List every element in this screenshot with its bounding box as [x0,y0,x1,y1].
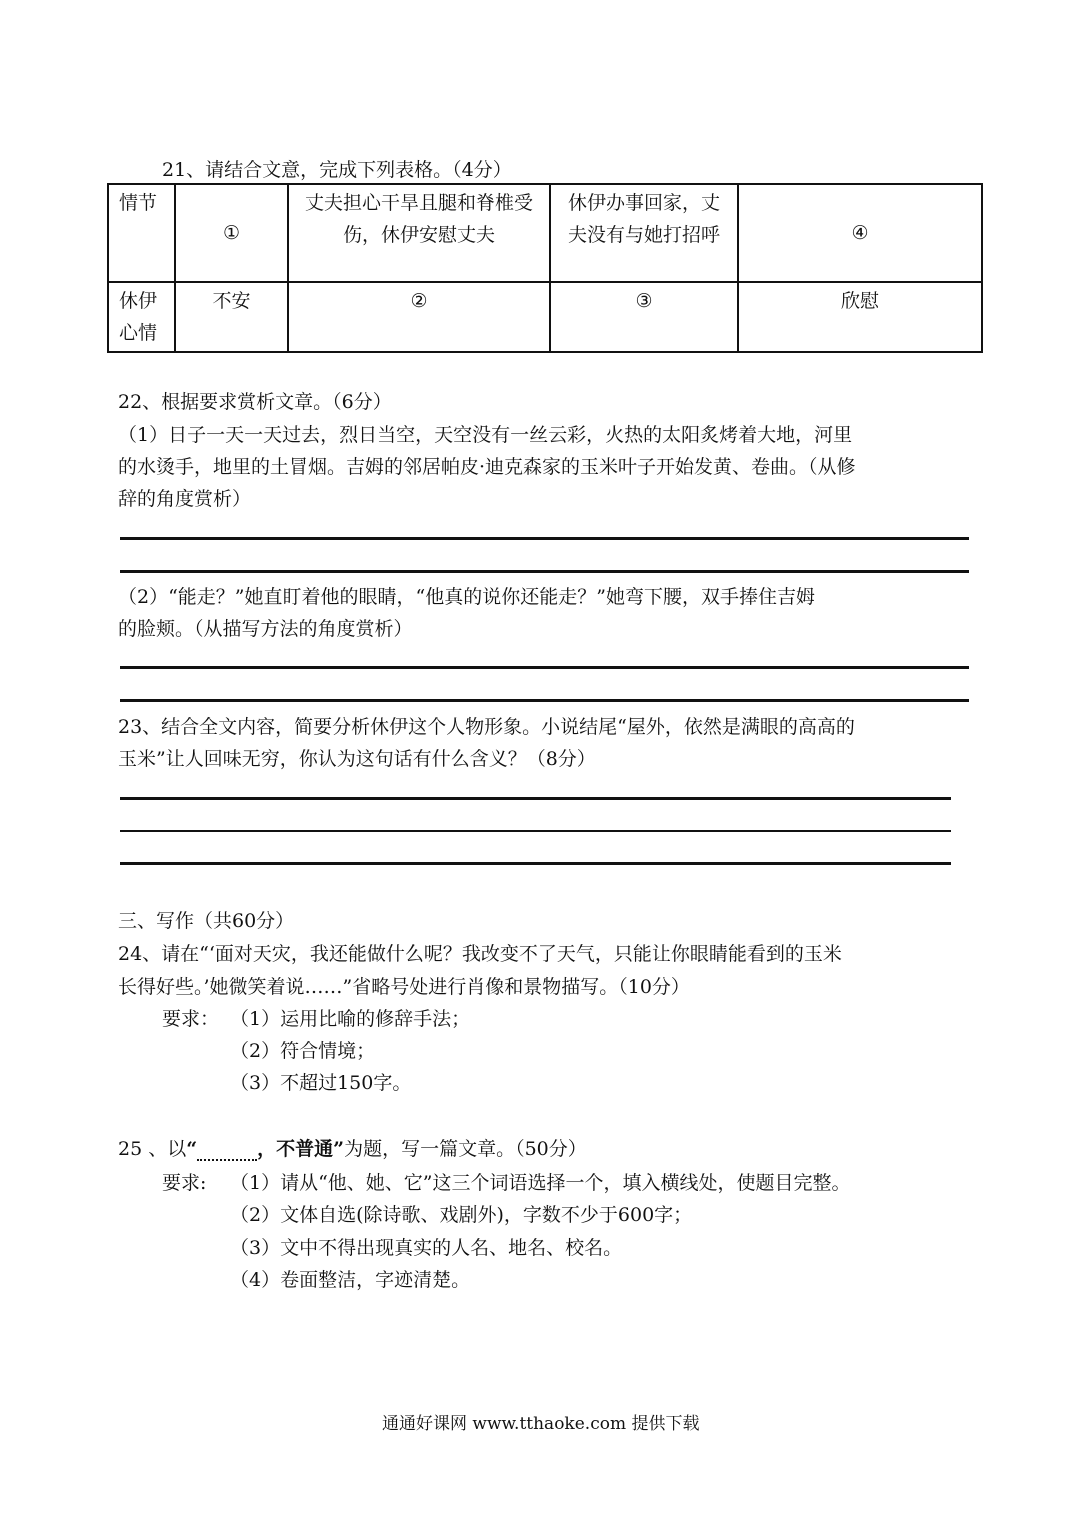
cell-mood-3: ③ [550,282,738,352]
q24-line1: 24、请在“‘面对天灾，我还能做什么呢？我改变不了天气，只能让你眼睛能看到的玉米 [118,943,842,965]
fill-blank [197,1139,257,1161]
q25-title-open: “ [186,1138,198,1160]
answer-line [120,666,969,669]
cell-mood-1: 不安 [175,282,288,352]
cell-plot-4: ④ [738,184,982,282]
q21-title: 21、请结合文意，完成下列表格。（4分） [162,159,512,181]
answer-line [120,830,951,832]
cell-plot-2: 丈夫担心干旱且腿和脊椎受伤，休伊安慰丈夫 [288,184,550,282]
cell-plot-1: ① [175,184,288,282]
q21-table [107,183,983,353]
q24-req-3: （3）不超过150字。 [230,1072,412,1094]
q25-req-2: （2）文体自选(除诗歌、戏剧外)，字数不少于600字； [230,1204,693,1226]
q25-prefix: 25 、以 [118,1138,187,1160]
answer-line [120,537,969,540]
cell-mood-2: ② [288,282,550,352]
answer-line [120,699,969,702]
q22-p2-line1: （2）“能走？”她直盯着他的眼睛，“他真的说你还能走？”她弯下腰，双手捧住吉姆 [118,586,815,608]
q22-p1-line2: 的水烫手，地里的土冒烟。吉姆的邻居帕皮·迪克森家的玉米叶子开始发黄、卷曲。（从修 [118,456,856,478]
q22-p2-line2: 的脸颊。（从描写方法的角度赏析） [118,618,413,640]
answer-line [120,862,951,865]
q24-req-1: （1）运用比喻的修辞手法； [230,1008,471,1030]
q24-req-label: 要求： [162,1008,220,1030]
q24-req-2: （2）符合情境； [230,1040,376,1062]
q25-req-1: （1）请从“他、她、它”这三个词语选择一个，填入横线处，使题目完整。 [230,1172,851,1194]
cell-mood-4: 欣慰 [738,282,982,352]
q25-req-4: （4）卷面整洁，字迹清楚。 [230,1269,471,1291]
page-footer: 通通好课网 www.tthaoke.com 提供下载 [382,1414,700,1434]
q25-req-3: （3）文中不得出现真实的人名、地名、校名。 [230,1237,623,1259]
table-row [108,282,982,352]
q23-line2: 玉米”让人回味无穷，你认为这句话有什么含义？（8分） [118,748,596,770]
q25-title-mid: ，不普通” [257,1138,345,1160]
q22-title: 22、根据要求赏析文章。（6分） [118,391,392,413]
row-header-plot: 情节 [108,184,175,282]
cell-plot-3: 休伊办事回家，丈夫没有与她打招呼 [550,184,738,282]
q24-line2: 长得好些。’她微笑着说……”省略号处进行肖像和景物描写。（10分） [118,976,690,998]
answer-line [120,570,969,573]
section-heading: 三、写作（共60分） [118,910,295,932]
q25-req-label: 要求: [162,1172,207,1194]
q23-line1: 23、结合全文内容，简要分析休伊这个人物形象。小说结尾“屋外，依然是满眼的高高的 [118,716,855,738]
q22-p1-line3: 辞的角度赏析） [118,488,252,510]
row-header-mood: 休伊心情 [108,282,175,352]
q25-suffix: 为题，写一篇文章。（50分） [344,1138,587,1160]
q22-p1-line1: （1）日子一天一天过去，烈日当空，天空没有一丝云彩，火热的太阳炙烤着大地，河里 [118,424,853,446]
answer-line [120,797,951,800]
q25-title-line [118,1134,587,1161]
table-row [108,184,982,282]
